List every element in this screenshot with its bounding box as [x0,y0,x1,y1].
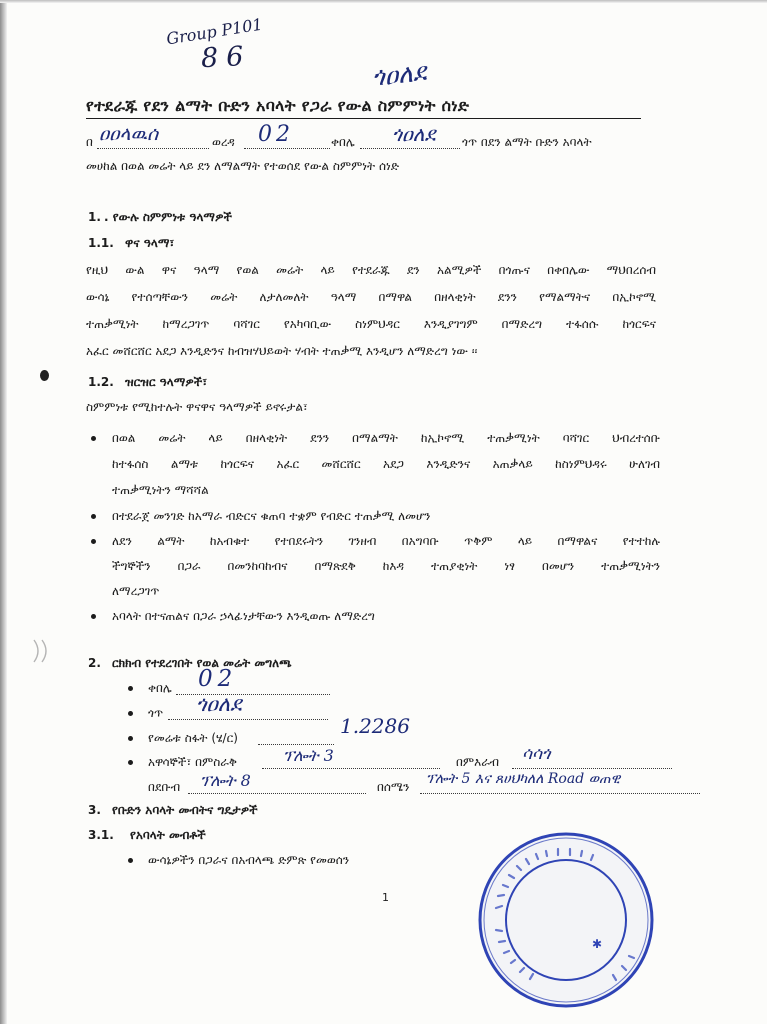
land-area-blank [258,744,334,745]
section-1-1-title: ዋና ዓላማ፣ [125,236,175,250]
west-handwritten: ሳሳጎ [522,744,551,764]
goth-blank [360,148,460,149]
land-area-handwritten: 1.2286 [340,714,410,738]
list-item-line: ከተፋሰስ ልማቱ ከጎርፍና አፈር መሸርሸር አደጋ እንዲድንና አጠቃላይ ከስነምህዳሩ ሁለገብ [112,457,660,471]
list-item-line: በተደራጀ መንገድ ከአማራ ብድርና ቁጠባ ተቋም የብድር ተጠቃሚ ለመሆን [112,509,431,523]
list-item-line: በወል መሬት ላይ በዘላቂነት ደንን በማልማት ከኢኮኖሚ ተጠቃሚነት ባሻገር ህብረተሰቡ [112,431,660,445]
list-item [112,508,660,524]
bullet-icon [128,858,133,863]
south-label: በደቡብ [148,780,181,794]
land-goth-handwritten: ጎዐለደ [196,692,242,716]
kebele-blank [244,148,330,149]
scan-top-edge [0,0,767,3]
page-number: 1 [382,891,389,904]
section-2-title: ርክክብ የተደረገበት የወል መሬት መግለጫ [112,656,292,670]
svg-text:✱: ✱ [592,937,603,951]
paragraph-line: ተጠቃሚነት ከማረጋገጥ ባሻገር የአካባቢው ስነምህዳር እንዲያገግም በማድረግ ተፋሰሱ ከጎርፍና [86,317,656,331]
paragraph-line: የዚህ ውል ዋና ዓላማ የወል መሬት ላይ የተደራጁ ደን አልሚዎች በጎጡና በቀበሌው ማህበረሰብ [86,263,656,277]
main-objective-paragraph [86,262,656,359]
land-kebele-label: ቀበሌ [148,681,172,695]
bullet-icon [128,736,133,741]
west-label: በምእራብ [456,755,499,769]
borders-east-label: አዋሳኞች፣ በምስራቅ [148,755,237,769]
west-blank [512,768,672,769]
list-item-line: አባላት በተናጠልና በጋራ ኃላፊነታቸውን እንዲወጡ ለማድረግ [112,609,375,623]
east-handwritten: ፕሎት 3 [283,746,334,765]
list-item [112,608,660,624]
land-area-label: የመሬቱ ስፋት (ሄ/ር) [148,731,238,745]
south-blank [188,793,366,794]
woreda-label: ወረዳ [212,135,235,149]
bullet-icon [91,514,96,519]
south-handwritten: ፕሎት 8 [200,771,251,790]
scan-mark [30,638,54,664]
paragraph-line: ውሳኔ የተሰጣቸውን መሬት ለታለመለት ዓላማ በማዋል በዘላቂነት ደንን የማልማትና በኢኮኖሚ [86,290,656,304]
goth-handwritten: ጎዐለደ [392,122,436,146]
bullet-icon [128,711,133,716]
kebele-label: ቀበሌ [331,135,355,149]
north-handwritten: ፕሎት 5 እና ጸሀህካለለ Road ወጠዊ [426,771,621,787]
goth-label: ጎጥ በደን ልማት ቡድን አባላት [462,135,592,149]
north-label: በሰሜን [377,780,410,794]
intro-prefix: በ [86,135,93,149]
land-kebele-handwritten: 02 [198,666,238,692]
bullet-icon [128,760,133,765]
bullet-icon [128,686,133,691]
section-1-2-title: ዝርዝር ዓላማዎች፣ [125,375,208,389]
section-3-1-number: 3.1. [88,828,114,842]
land-goth-label: ጎጥ [148,706,164,720]
document-title: የተደራጁ የደን ልማት ቡድን አባላት የጋራ የውል ስምምነት ሰነድ [86,96,641,119]
section-3-number: 3. [88,803,101,817]
rights-list-item: ውሳኔዎችን በጋራና በአብላጫ ድምጽ የመወሰን [148,853,350,867]
official-seal-icon [476,830,656,1010]
section-3-title: የቡድን አባላት መብትና ግዴታዎች [112,803,258,817]
handwritten-group-note: Group P101 [165,14,264,49]
woreda-handwritten: ዐዐላዉሰ [99,123,159,145]
woreda-blank [97,148,209,149]
land-goth-blank [168,719,328,720]
section-1-2-number: 1.2. [88,375,114,389]
list-item-line: ተጠቃሚነትን ማሻሻል [112,483,209,497]
east-blank [262,768,440,769]
list-item [112,533,660,599]
bullet-icon [91,614,96,619]
handwritten-number-note: 86 [200,40,253,75]
list-item-line: ለደን ልማት ከአብቁተ የተበደሩትን ገንዘብ በአግባቡ ጥቅም ላይ በማዋልና የተተከሉ [112,534,660,548]
bullet-icon [91,539,96,544]
handwritten-goth-note: ጎዐለደ [370,57,428,92]
scan-left-edge [0,0,7,1024]
section-3-1-title: የአባላት መብቶች [130,828,206,842]
bullet-icon [91,436,96,441]
list-item-line: ለማረጋገጥ [112,584,160,598]
list-item-line: ችግኞችን በጋራ በመንከባከብና በማጽደቅ ከእዳ ተጠያቂነት ነፃ በመሆን ተጠቃሚነትን [112,559,660,573]
north-blank [420,793,700,794]
punch-hole-mark [40,370,49,381]
list-item [112,430,660,498]
section-1-1-number: 1.1. [88,236,114,250]
intro-line-2: መሀከል በወል መሬት ላይ ደን ለማልማት የተወሰደ የውል ስምምነት ሰነድ [86,159,400,173]
section-1-2-intro: ስምምነቱ የሚከተሉት ዋናዋና ዓላማዎች ይኖሩታል፣ [86,400,308,414]
section-1-number: 1. [88,210,101,224]
kebele-handwritten: 02 [258,122,294,147]
section-1-title: . የውሉ ስምምነቱ ዓላማዎች [104,210,232,224]
section-2-number: 2. [88,656,101,670]
paragraph-line: አፈር መሸርሸር አደጋ እንዲድንና ከብዝሃህይወት ሃብት ተጠቃሚ እንዲሆን ለማድረግ ነው ፡፡ [86,344,478,358]
